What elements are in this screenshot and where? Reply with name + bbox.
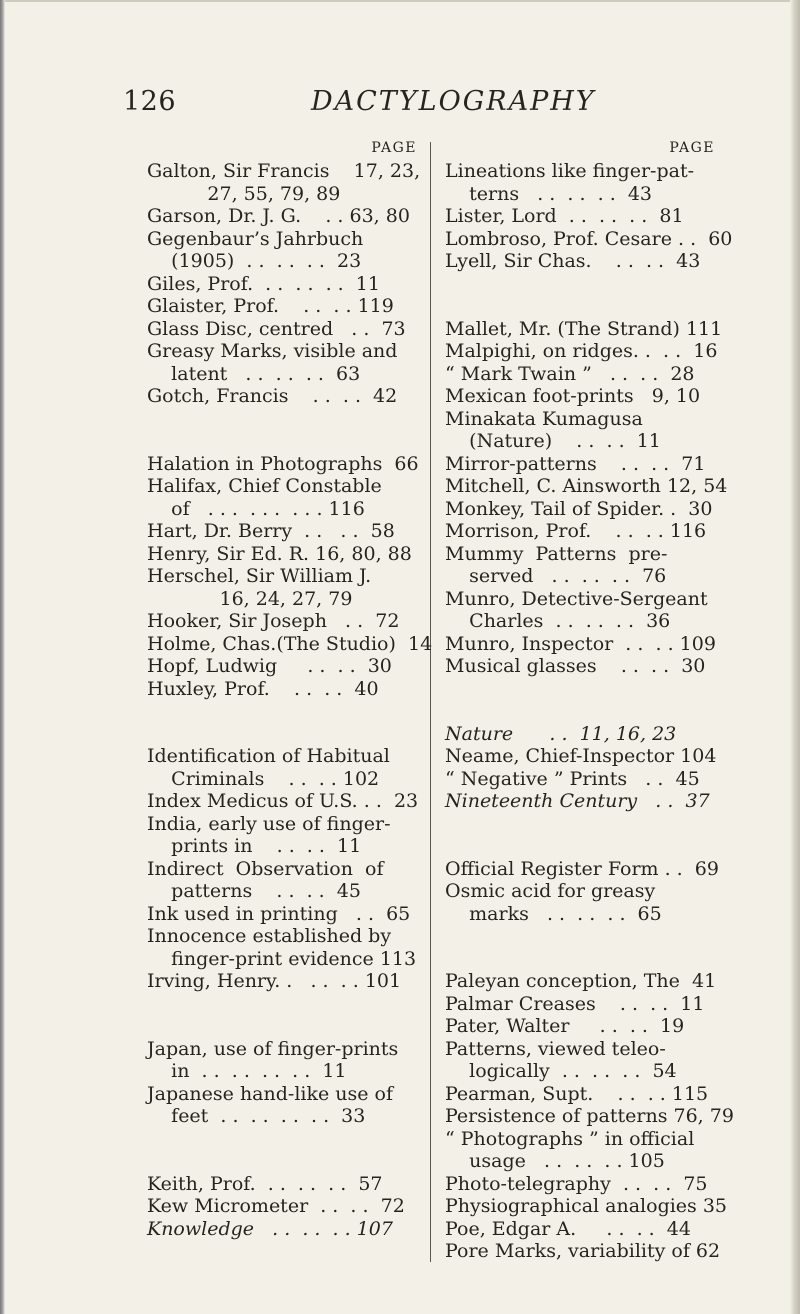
index-entry: Paleyan conception, The 41 — [445, 970, 717, 992]
index-entry: Halation in Photographs 66 — [147, 452, 419, 475]
index-entry: Huxley, Prof. . . . . 40 — [147, 677, 379, 700]
index-entry: Hopf, Ludwig . . . . 30 — [147, 655, 392, 677]
index-group-p — [445, 970, 740, 1263]
index-group-g — [147, 160, 442, 408]
index-entry: Palmar Creases . . . . 11 — [445, 992, 705, 1015]
index-entry: Mexican foot-prints 9, 10 — [445, 385, 701, 407]
index-entry: Irving, Henry. . . . . . 101 — [147, 970, 402, 992]
index-entry: (1905) . . . . . . 23 — [147, 250, 362, 272]
index-entry: (Nature) . . . . 11 — [445, 430, 661, 452]
index-column-left — [147, 140, 442, 1240]
index-entry: in . . . . . . . . 11 — [147, 1060, 347, 1082]
index-group-l — [445, 160, 740, 273]
index-entry: Official Register Form . . 69 — [445, 857, 719, 880]
index-column-right — [445, 140, 740, 1263]
index-entry: Patterns, viewed teleo- — [445, 1037, 666, 1060]
index-entry: latent . . . . . . 63 — [147, 362, 361, 385]
index-entry: Glass Disc, centred . . 73 — [147, 317, 406, 340]
index-entry: 16, 24, 27, 79 — [147, 587, 353, 610]
index-entry: Lyell, Sir Chas. . . . . 43 — [445, 250, 701, 272]
index-entry: “ Photographs ” in official — [445, 1127, 695, 1150]
index-entry: Keith, Prof. . . . . . . 57 — [147, 1172, 383, 1195]
index-entry: Hooker, Sir Joseph . . 72 — [147, 610, 400, 632]
index-entry: Morrison, Prof. . . . . 116 — [445, 520, 707, 542]
index-entry: Galton, Sir Francis 17, 23, — [147, 160, 421, 182]
index-entry: logically . . . . . . 54 — [445, 1060, 677, 1082]
index-entry: feet . . . . . . . . 33 — [147, 1105, 366, 1127]
index-entry: Munro, Inspector . . . . 109 — [445, 632, 716, 655]
index-entry: terns . . . . . . 43 — [445, 182, 652, 205]
group-gap — [445, 273, 740, 318]
index-entry: Mitchell, C. Ainsworth 12, 54 — [445, 475, 728, 497]
index-entry: Hart, Dr. Berry . . . . 58 — [147, 520, 395, 542]
index-entry: Persistence of patterns 76, 79 — [445, 1105, 734, 1127]
index-entry: Identification of Habitual — [147, 745, 390, 767]
index-entry: Lineations like finger-pat- — [445, 160, 694, 182]
index-entry: Holme, Chas.(The Studio) 14 — [147, 632, 433, 655]
index-entry: served . . . . . . 76 — [445, 565, 667, 587]
index-entry: Garson, Dr. J. G. . . 63, 80 — [147, 205, 410, 227]
index-entry: Japanese hand-like use of — [147, 1082, 394, 1105]
index-entry: Ink used in printing . . 65 — [147, 902, 411, 925]
group-gap — [147, 1128, 442, 1173]
index-group-j — [147, 1038, 442, 1128]
index-entry: Halifax, Chief Constable — [147, 475, 382, 497]
index-entry: Pore Marks, variability of 62 — [445, 1240, 721, 1262]
index-entry: Innocence established by — [147, 925, 392, 947]
group-gap — [445, 678, 740, 723]
index-entry: Mummy Patterns pre- — [445, 542, 668, 565]
index-entry: Giles, Prof. . . . . . . 11 — [147, 272, 380, 295]
index-entry: Nature . . 11, 16, 23 — [445, 722, 677, 745]
page-edge-left — [0, 0, 5, 1314]
index-entry: Herschel, Sir William J. — [147, 565, 372, 587]
index-entry: Charles . . . . . . 36 — [445, 610, 671, 632]
page-column-label: PAGE — [669, 140, 715, 156]
index-group-i — [147, 745, 442, 993]
index-entry: Photo-telegraphy . . . . 75 — [445, 1172, 708, 1195]
index-entry: marks . . . . . . 65 — [445, 902, 662, 925]
index-entry: Gegenbaur’s Jahrbuch — [147, 227, 364, 250]
index-entry: Criminals . . . . 102 — [147, 767, 380, 790]
index-entry: Pater, Walter . . . . 19 — [445, 1015, 685, 1037]
index-group-m — [445, 318, 740, 678]
index-entry: patterns . . . . 45 — [147, 880, 361, 902]
index-entry: “ Mark Twain ” . . . . 28 — [445, 362, 695, 385]
index-entry: Musical glasses . . . . 30 — [445, 655, 706, 677]
page-number: 126 — [123, 86, 177, 117]
index-group-k — [147, 1173, 442, 1241]
index-entry: Index Medicus of U.S. . . 23 — [147, 790, 419, 812]
index-group-o — [445, 858, 740, 926]
index-entry: Munro, Detective-Sergeant — [445, 587, 708, 610]
index-entry: Neame, Chief-Inspector 104 — [445, 745, 717, 767]
index-entry: Henry, Sir Ed. R. 16, 80, 88 — [147, 542, 412, 565]
index-entry: Greasy Marks, visible and — [147, 340, 398, 362]
page-edge-right — [790, 0, 800, 1314]
index-entry: 27, 55, 79, 89 — [147, 182, 341, 205]
index-entry: Lister, Lord . . . . . . 81 — [445, 205, 684, 227]
index-entry: Nineteenth Century . . 37 — [445, 790, 710, 812]
index-entry: India, early use of finger- — [147, 812, 391, 835]
index-entry: Japan, use of finger-prints — [147, 1037, 399, 1060]
index-group-h — [147, 453, 442, 701]
index-entry: Pearman, Supt. . . . . 115 — [445, 1082, 709, 1105]
index-entry: “ Negative ” Prints . . 45 — [445, 767, 700, 790]
index-entry: Knowledge . . . . . . 107 — [147, 1217, 393, 1240]
index-group-n — [445, 723, 740, 813]
index-entry: Malpighi, on ridges. . . . 16 — [445, 340, 718, 362]
index-entry: of . . . . . . . . . 116 — [147, 497, 365, 520]
index-entry: Mallet, Mr. (The Strand) 111 — [445, 317, 723, 340]
index-entry: Indirect Observation of — [147, 857, 384, 880]
index-entry: Physiographical analogies 35 — [445, 1195, 728, 1217]
index-entry: Osmic acid for greasy — [445, 880, 656, 902]
index-entry: Glaister, Prof. . . . . 119 — [147, 295, 394, 317]
index-entry: prints in . . . . 11 — [147, 835, 362, 857]
index-entry: Poe, Edgar A. . . . . 44 — [445, 1217, 691, 1240]
index-entry: finger-print evidence 113 — [147, 947, 417, 970]
index-entry: Kew Micrometer . . . . 72 — [147, 1195, 405, 1217]
group-gap — [147, 993, 442, 1038]
running-title: DACTYLOGRAPHY — [311, 86, 596, 117]
index-entry: Monkey, Tail of Spider. . 30 — [445, 497, 713, 520]
index-entry: Lombroso, Prof. Cesare . . 60 — [445, 227, 733, 250]
index-entry: usage . . . . . . 105 — [445, 1150, 665, 1172]
index-entry: Gotch, Francis . . . . 42 — [147, 385, 398, 407]
index-entry: Mirror-patterns . . . . 71 — [445, 452, 706, 475]
index-entry: Minakata Kumagusa — [445, 407, 643, 430]
page-edge-top — [0, 0, 800, 2]
group-gap — [147, 700, 442, 745]
group-gap — [147, 408, 442, 453]
group-gap — [445, 925, 740, 970]
page-column-label: PAGE — [371, 140, 417, 156]
group-gap — [445, 813, 740, 858]
